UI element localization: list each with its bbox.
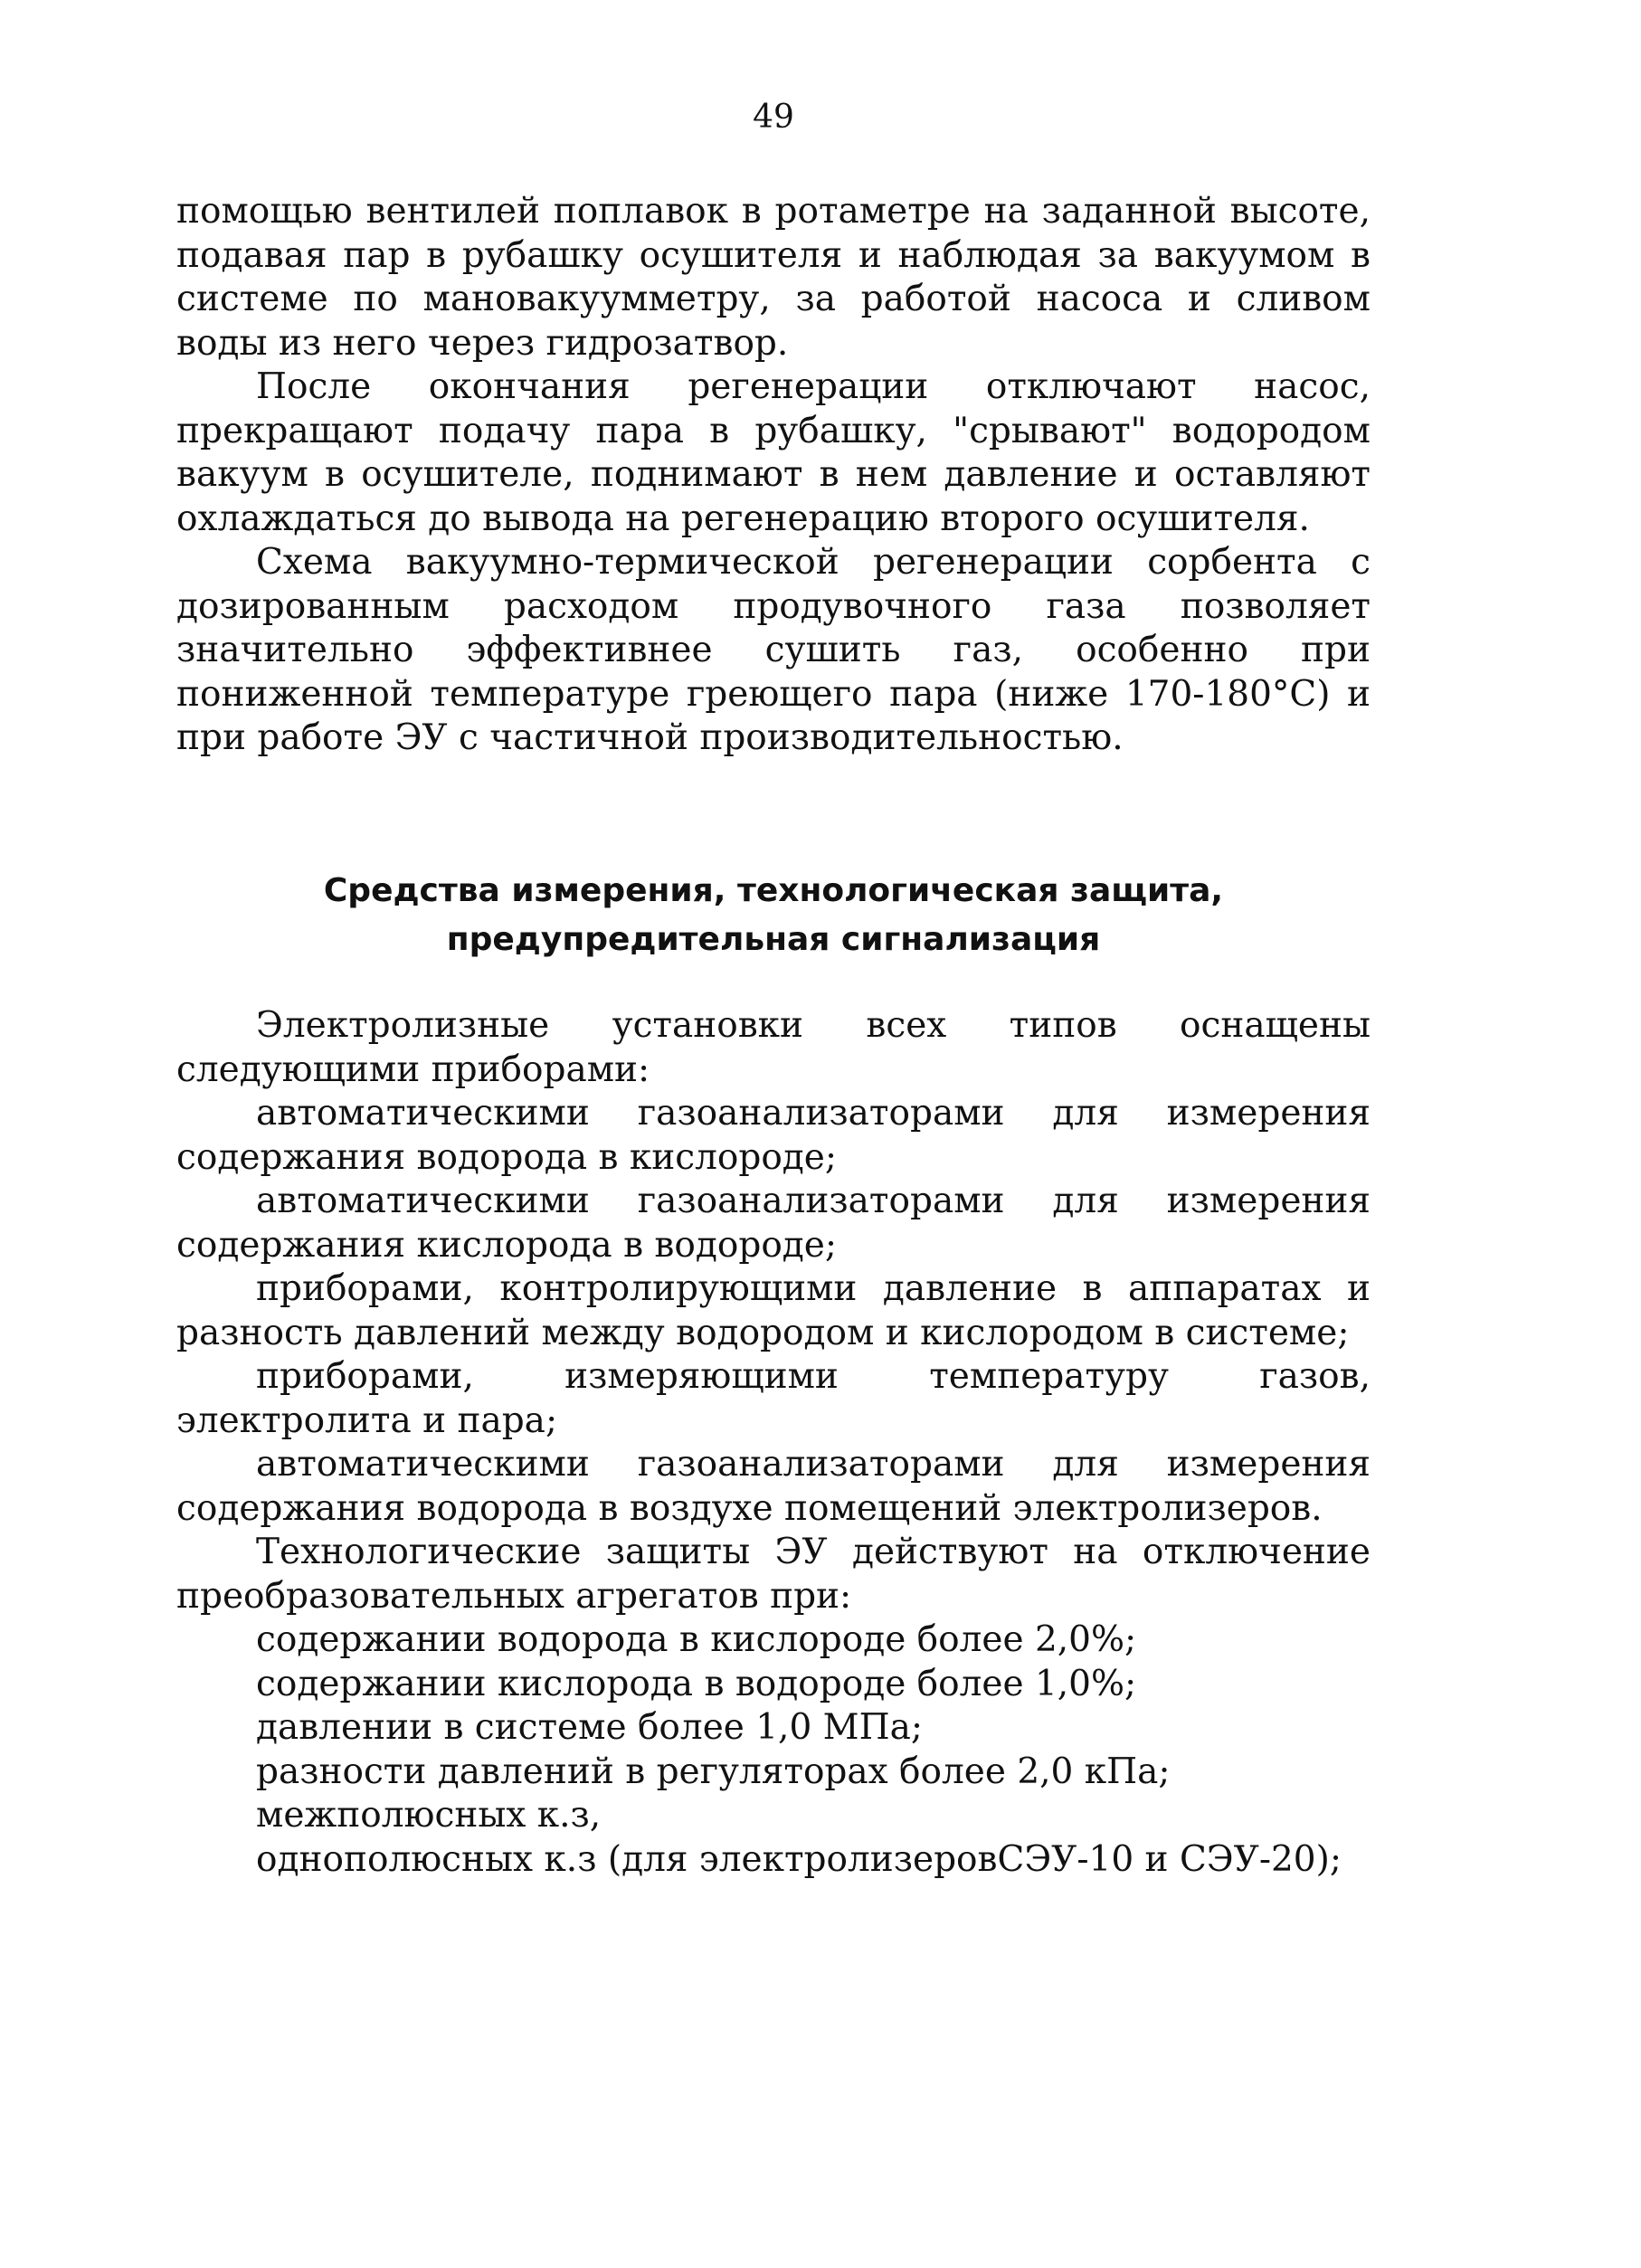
section-heading-line-2: предупредительная сигнализация [446,921,1101,958]
paragraph-regeneration-scheme: Схема вакуумно-термической регенерации сорбента с дозированным расходом продувочного газа позволяет значительно эффективнее сушить газ, особенно при пониженной температуре греющего пара (ниже 170-180°С) и при работе ЭУ с частичной производительностью. [176,542,1371,758]
instrument-item: приборами, измеряющими температуру газов, электролита и пара; [176,1356,1371,1441]
instrument-item: автоматическими газоанализаторами для измерения содержания кислорода в водороде; [176,1181,1371,1266]
section-heading [176,867,1371,964]
section-heading-line-1: Средства измерения, технологическая защита, [323,872,1224,909]
protection-condition: разности давлений в регуляторах более 2,0 кПа; [256,1751,1171,1792]
body-text-instruments [176,1004,1371,1882]
protection-intro: Технологические защиты ЭУ действуют на отключение преобразовательных агрегатов при: [176,1532,1371,1617]
page-number: 49 [753,99,794,136]
continuation-paragraph: помощью вентилей поплавок в ротаметре на заданной высоте, подавая пар в рубашку осушителя и наблюдая за вакуумом в системе по мановакуумметру, за работой насоса и сливом воды из него через гидрозатвор. [176,191,1371,364]
instruments-intro: Электролизные установки всех типов оснащены следующими приборами: [176,1005,1371,1090]
instrument-item: приборами, контролирующими давление в аппаратах и разность давлений между водородом и кислородом в системе; [176,1268,1371,1353]
instrument-item: автоматическими газоанализаторами для измерения содержания водорода в воздухе помещений электролизеров. [176,1444,1371,1529]
protection-condition: давлении в системе более 1,0 МПа; [256,1707,924,1748]
protection-condition: межполюсных к.з, [256,1795,602,1836]
protection-condition: содержании водорода в кислороде более 2,0%; [256,1619,1137,1660]
protection-condition: содержании кислорода в водороде более 1,0%; [256,1663,1137,1704]
instrument-item: автоматическими газоанализаторами для измерения содержания водорода в кислороде; [176,1093,1371,1178]
body-text-top [176,190,1371,761]
paragraph-regeneration-end: После окончания регенерации отключают насос, прекращают подачу пара в рубашку, "срывают" водородом вакуум в осушителе, поднимают в нем давление и оставляют охлаждаться до вывода на регенерацию второго осушителя. [176,366,1371,539]
protection-condition: однополюсных к.з (для электролизеровСЭУ-10 и СЭУ-20); [256,1838,1342,1880]
